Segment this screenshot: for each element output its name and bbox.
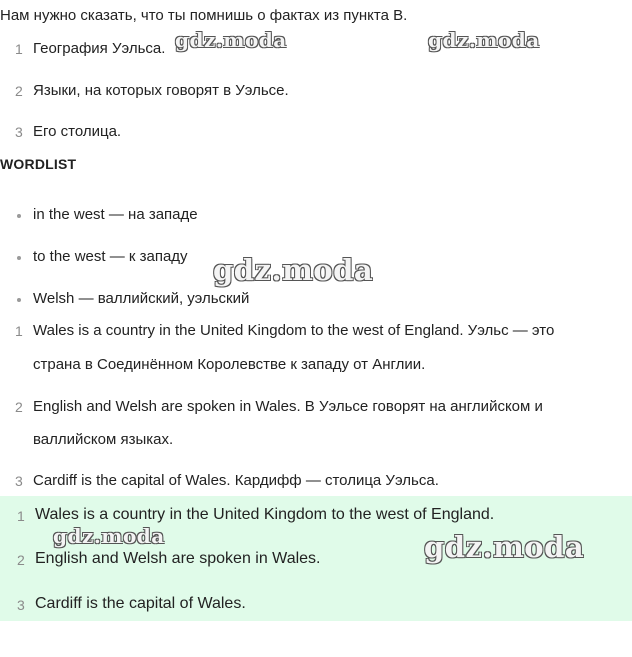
wordlist-item: in the west — на западе xyxy=(33,206,198,223)
question-text: География Уэльса. xyxy=(33,40,166,57)
translation-line: English and Welsh are spoken in Wales. В Уэльсе говорят на английском и xyxy=(33,398,543,415)
watermark: gdz.moda xyxy=(175,28,287,52)
wordlist-item: Welsh — валлийский, уэльский xyxy=(33,290,250,307)
watermark: gdz.moda xyxy=(428,28,540,52)
bullet-icon xyxy=(17,256,21,260)
watermark: gdz.moda xyxy=(213,253,374,287)
question-number: 2 xyxy=(15,83,23,99)
question-text: Языки, на которых говорят в Уэльсе. xyxy=(33,82,289,99)
answer-text: Cardiff is the capital of Wales. xyxy=(35,595,246,612)
translation-number: 1 xyxy=(15,323,23,339)
question-text: Его столица. xyxy=(33,123,122,140)
bullet-icon xyxy=(17,214,21,218)
translation-line: страна в Соединённом Королевстве к западу от Англии. xyxy=(33,356,426,373)
translation-number: 3 xyxy=(15,473,23,489)
bullet-icon xyxy=(17,298,21,302)
answer-number: 3 xyxy=(17,597,25,613)
watermark: gdz.moda xyxy=(424,530,585,564)
wordlist-item: to the west — к западу xyxy=(33,248,188,265)
answer-number: 1 xyxy=(17,508,25,524)
answer-text: English and Welsh are spoken in Wales. xyxy=(35,550,321,567)
question-number: 1 xyxy=(15,41,23,57)
translation-line: валлийском языках. xyxy=(33,431,174,448)
translation-line: Cardiff is the capital of Wales. Кардифф — столица Уэльса. xyxy=(33,472,439,489)
question-number: 3 xyxy=(15,124,23,140)
intro-text: Нам нужно сказать, что ты помнишь о фактах из пункта B. xyxy=(0,7,408,24)
translation-line: Wales is a country in the United Kingdom to the west of England. Уэльс — это xyxy=(33,322,555,339)
wordlist-heading: WORDLIST xyxy=(0,156,77,172)
translation-number: 2 xyxy=(15,399,23,415)
watermark: gdz.moda xyxy=(53,524,165,548)
answer-number: 2 xyxy=(17,552,25,568)
answer-text: Wales is a country in the United Kingdom to the west of England. xyxy=(35,506,495,523)
